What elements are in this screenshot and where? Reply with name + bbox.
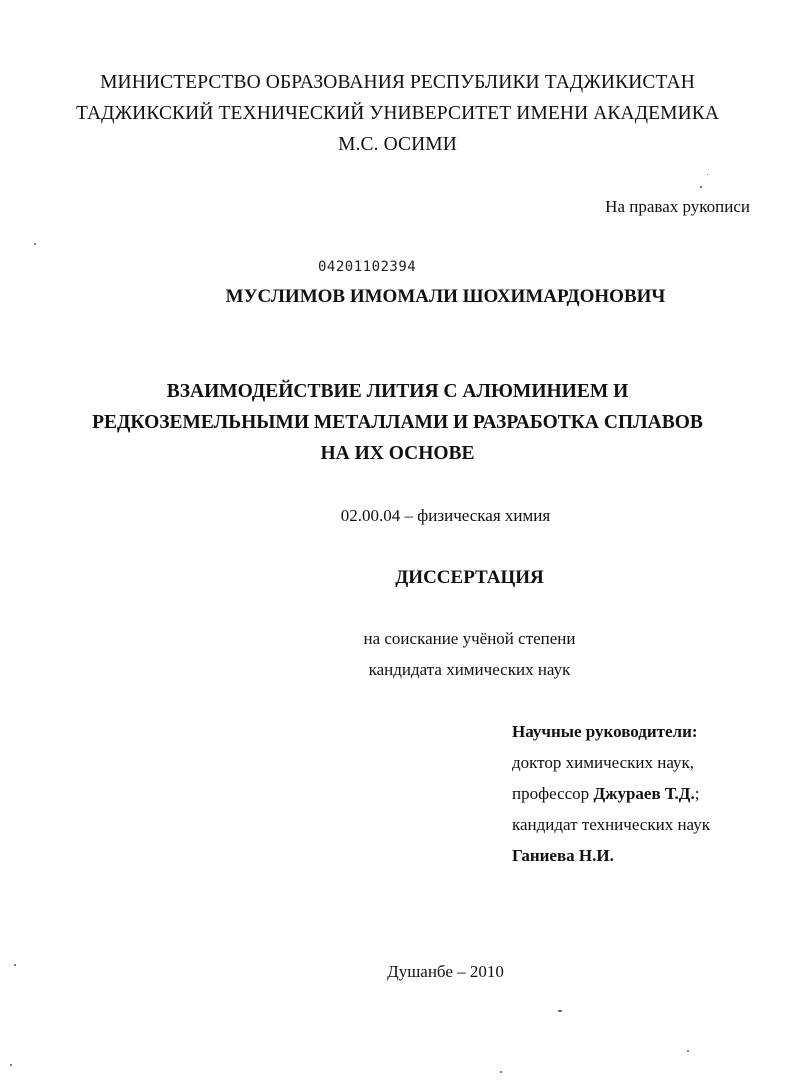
advisor2-name: Ганиева Н.И. [512,846,614,865]
document-type: ДИССЕРТАЦИЯ [395,567,544,588]
scan-speck [700,186,702,188]
scan-speck [34,243,36,245]
title-line-2: РЕДКОЗЕМЕЛЬНЫМИ МЕТАЛЛАМИ И РАЗРАБОТКА СПЛАВОВ [92,412,703,433]
advisor2-degree: кандидат технических наук [512,815,710,834]
specialty-code: 02.00.04 – физическая химия [340,506,551,525]
academician-line: М.С. ОСИМИ [338,134,457,155]
degree-line-1: на соискание учёной степени [363,629,576,648]
advisor1-line [512,782,710,813]
scan-speck [687,1050,689,1052]
advisor1-degree: доктор химических наук, [512,753,695,772]
scan-speck [10,1064,12,1066]
advisor1-title: профессор [512,784,590,803]
scan-speck [14,964,16,966]
advisor1-name: Джураев Т.Д. [593,784,695,803]
advisors-block [512,720,710,875]
scan-speck [558,1010,562,1012]
ministry-line: МИНИСТЕРСТВО ОБРАЗОВАНИЯ РЕСПУБЛИКИ ТАДЖИКИСТАН [100,72,695,93]
title-line-1: ВЗАИМОДЕЙСТВИЕ ЛИТИЯ С АЛЮМИНИЕМ И [166,381,629,402]
advisor1-separator: ; [694,784,700,803]
title-line-3: НА ИХ ОСНОВЕ [320,443,475,464]
advisors-heading: Научные руководители: [512,722,698,741]
scan-speck [500,1071,502,1073]
author-name: МУСЛИМОВ ИМОМАЛИ ШОХИМАРДОНОВИЧ [225,286,666,307]
degree-line-2: кандидата химических наук [368,660,571,679]
university-line: ТАДЖИКСКИЙ ТЕХНИЧЕСКИЙ УНИВЕРСИТЕТ ИМЕНИ АКАДЕМИКА [75,103,720,124]
inventory-number: 04201102394 [318,259,417,275]
scan-speck [707,174,708,175]
city-year: Душанбе – 2010 [387,962,504,981]
manuscript-note: На правах рукописи [605,197,750,216]
